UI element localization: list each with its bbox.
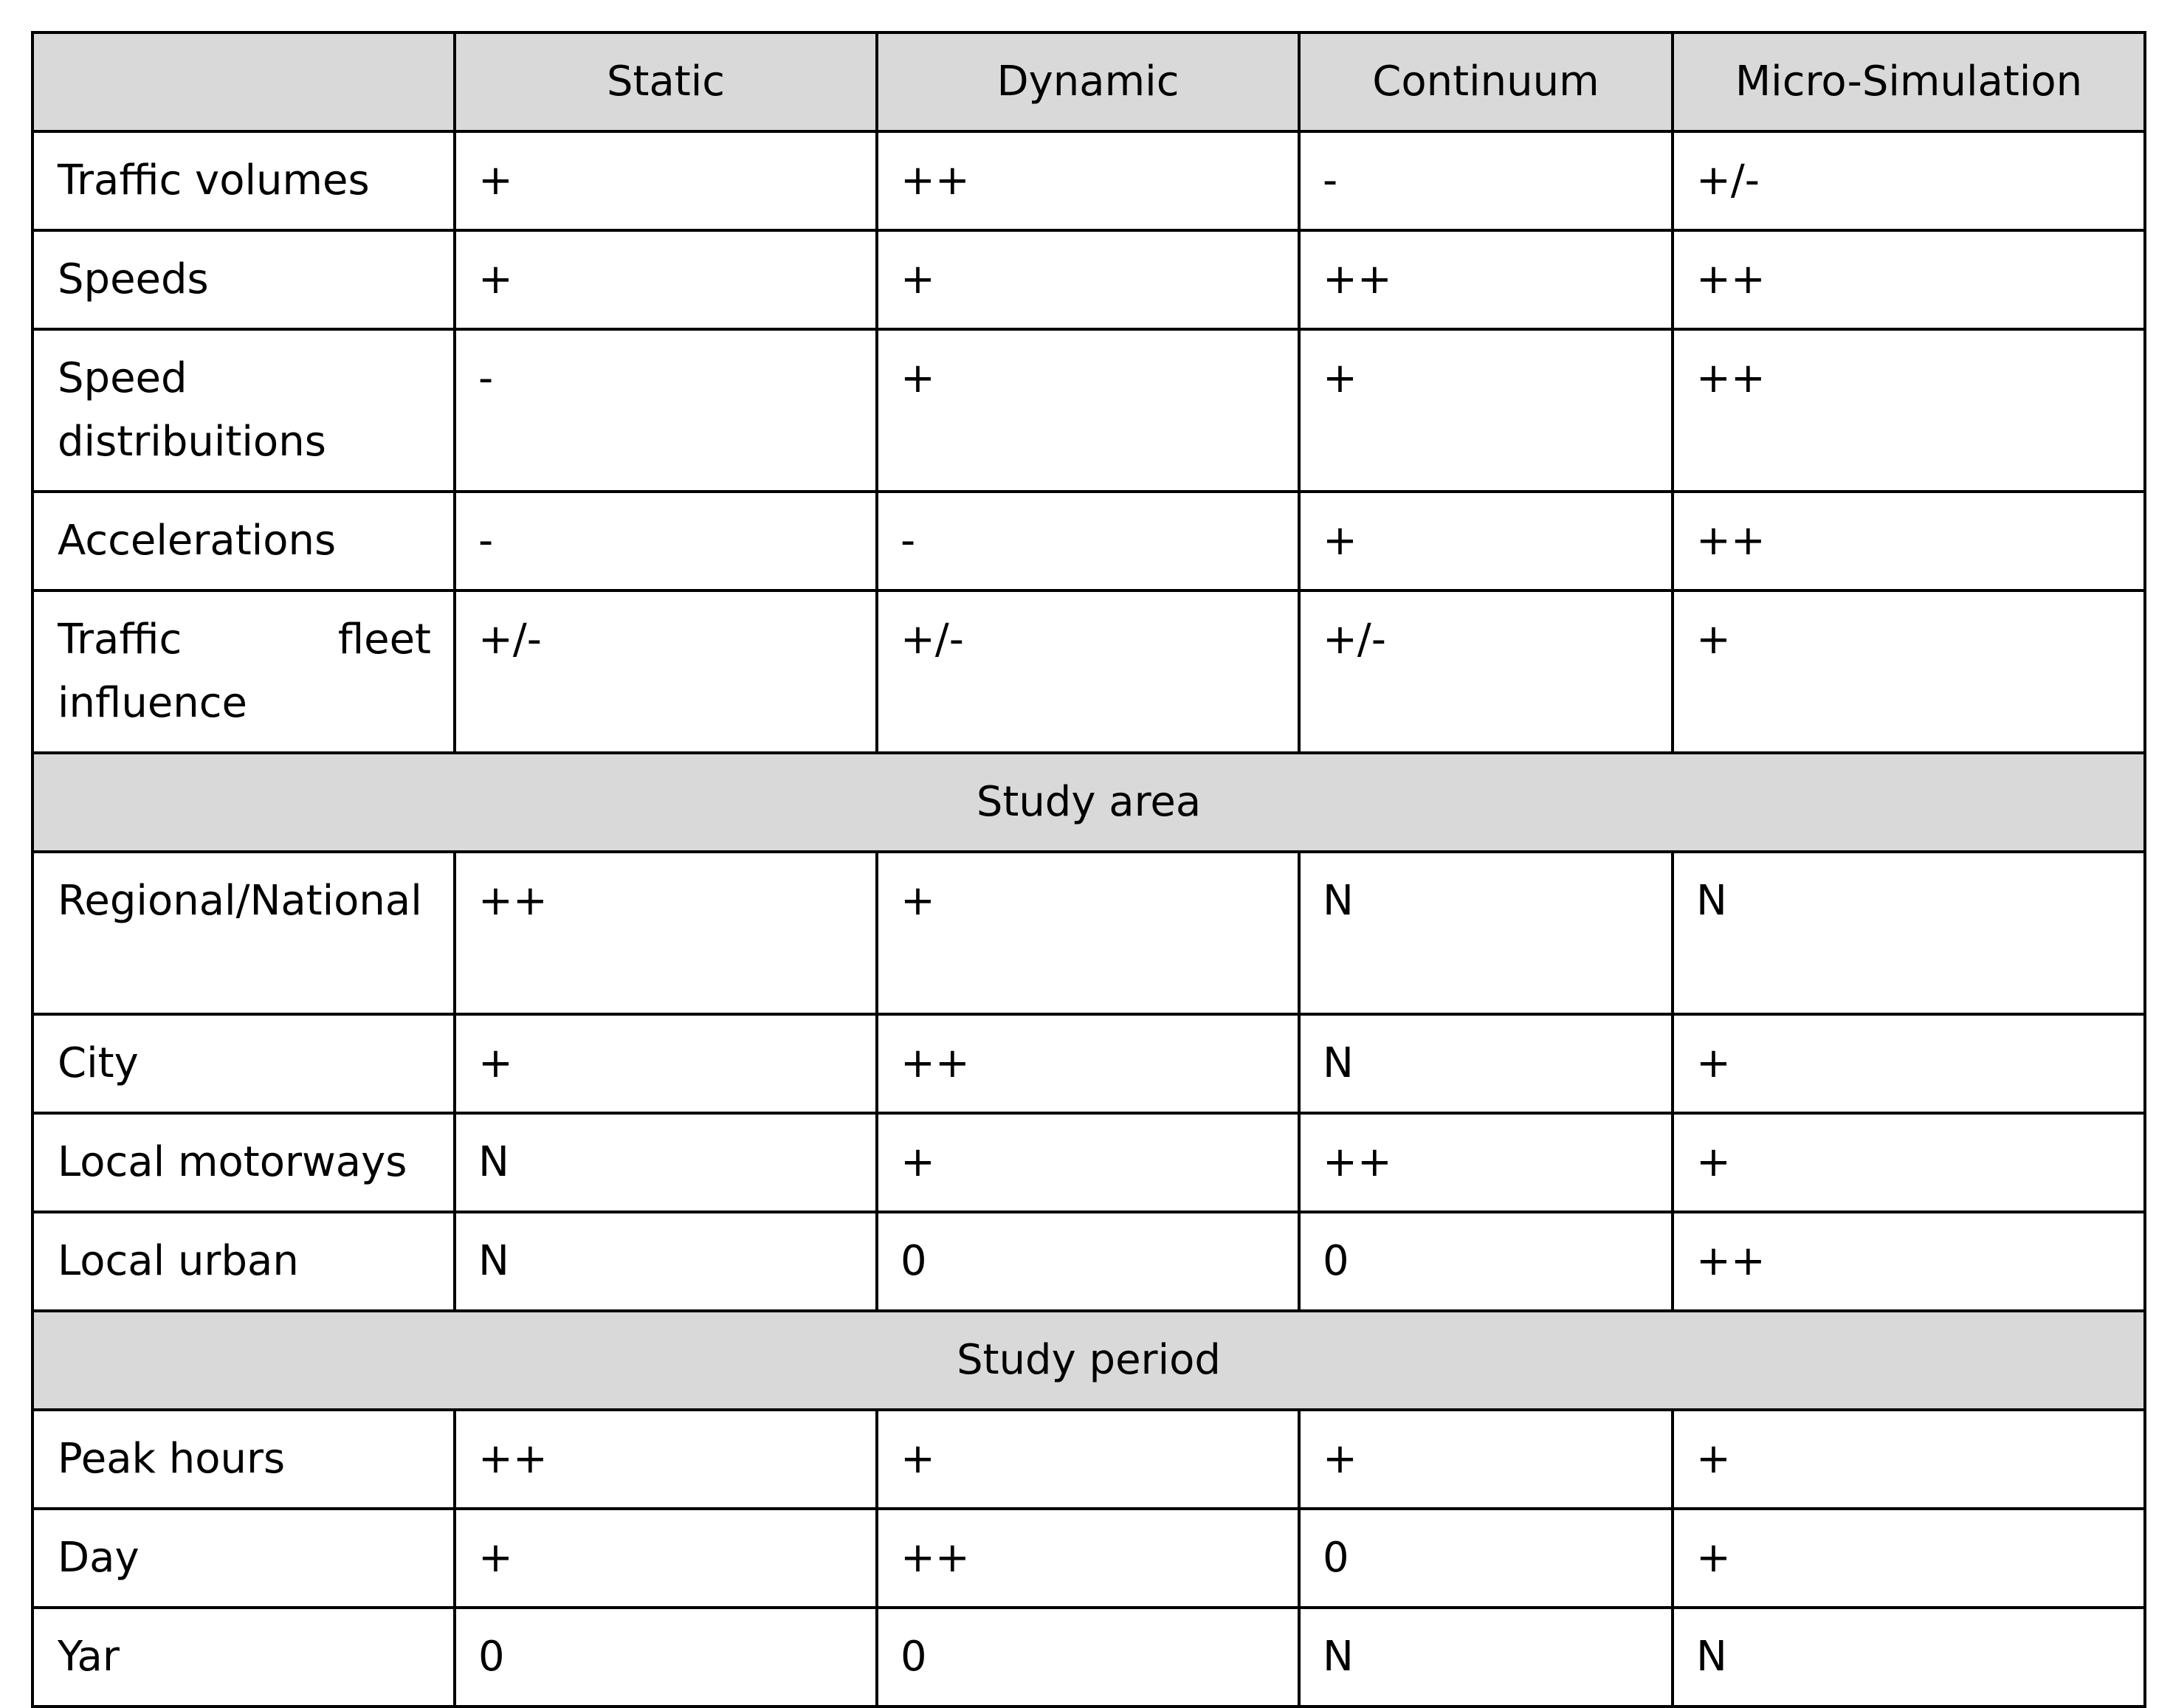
row-label: Regional/National [32,852,455,1014]
table-cell: ++ [877,131,1299,230]
table-cell: + [1673,590,2145,753]
table-row [32,230,2145,329]
row-label: Local motorways [32,1113,455,1212]
section-heading-study-area: Study area [32,753,2145,852]
row-label: Accelerations [32,492,455,590]
header-cell-empty [32,32,455,131]
row-label: Speeds [32,230,455,329]
table-row [32,1212,2145,1311]
table-cell: 0 [877,1608,1299,1707]
table-cell: + [877,329,1299,492]
table-cell: N [1673,852,2145,1014]
row-label: Local urban [32,1212,455,1311]
table-cell: + [1673,1113,2145,1212]
comparison-table [31,31,2146,1708]
table-row [32,1509,2145,1608]
table-row [32,1410,2145,1509]
table-row [32,852,2145,1014]
table-cell: + [455,230,877,329]
row-label: Peak hours [32,1410,455,1509]
table-cell: 0 [877,1212,1299,1311]
table-cell: N [455,1113,877,1212]
table-cell: N [1299,1608,1673,1707]
table-cell: +/- [1299,590,1673,753]
row-label: Day [32,1509,455,1608]
table-cell: 0 [1299,1509,1673,1608]
table-row [32,1014,2145,1113]
table-cell: ++ [1673,329,2145,492]
row-label [32,590,455,753]
table-cell: + [1299,329,1673,492]
table-cell: ++ [1673,1212,2145,1311]
row-label-word: Traffic [58,616,182,664]
table-cell: ++ [455,852,877,1014]
table-cell: ++ [877,1509,1299,1608]
table-row [32,131,2145,230]
header-cell-micro-simulation: Micro-Simulation [1673,32,2145,131]
table-cell: + [1673,1509,2145,1608]
table-cell: ++ [1299,230,1673,329]
table-row [32,590,2145,753]
section-row [32,753,2145,852]
row-label: Speed distribuitions [32,329,455,492]
table-cell: ++ [1673,230,2145,329]
table-header-row [32,32,2145,131]
table-cell: ++ [877,1014,1299,1113]
table-cell: ++ [1673,492,2145,590]
table-cell: 0 [1299,1212,1673,1311]
table-cell: ++ [455,1410,877,1509]
section-heading-study-period: Study period [32,1311,2145,1410]
row-label: Yar [32,1608,455,1707]
table-cell: 0 [455,1608,877,1707]
table-row [32,1608,2145,1707]
row-label: City [32,1014,455,1113]
table-cell: +/- [877,590,1299,753]
table-cell: + [1299,1410,1673,1509]
table-cell: + [1299,492,1673,590]
section-row [32,1311,2145,1410]
table-row [32,1113,2145,1212]
row-label: Traffic volumes [32,131,455,230]
row-label-word: fleet [337,616,431,664]
table-cell: + [1673,1410,2145,1509]
table-cell: N [1299,852,1673,1014]
table-cell: + [877,1113,1299,1212]
table-cell: + [455,131,877,230]
table-cell: - [1299,131,1673,230]
table-cell: N [1673,1608,2145,1707]
table-cell: +/- [455,590,877,753]
table-cell: + [455,1509,877,1608]
table-cell: + [1673,1014,2145,1113]
table-cell: ++ [1299,1113,1673,1212]
table-cell: + [455,1014,877,1113]
table-cell: N [455,1212,877,1311]
table-cell: N [1299,1014,1673,1113]
row-label-line: influence [58,679,248,727]
table-cell: + [877,852,1299,1014]
table-cell: +/- [1673,131,2145,230]
table-cell: + [877,230,1299,329]
table-cell: - [455,492,877,590]
table-row [32,329,2145,492]
table-cell: - [455,329,877,492]
table-row [32,492,2145,590]
table-cell: - [877,492,1299,590]
header-cell-dynamic: Dynamic [877,32,1299,131]
table-cell: + [877,1410,1299,1509]
header-cell-continuum: Continuum [1299,32,1673,131]
header-cell-static: Static [455,32,877,131]
